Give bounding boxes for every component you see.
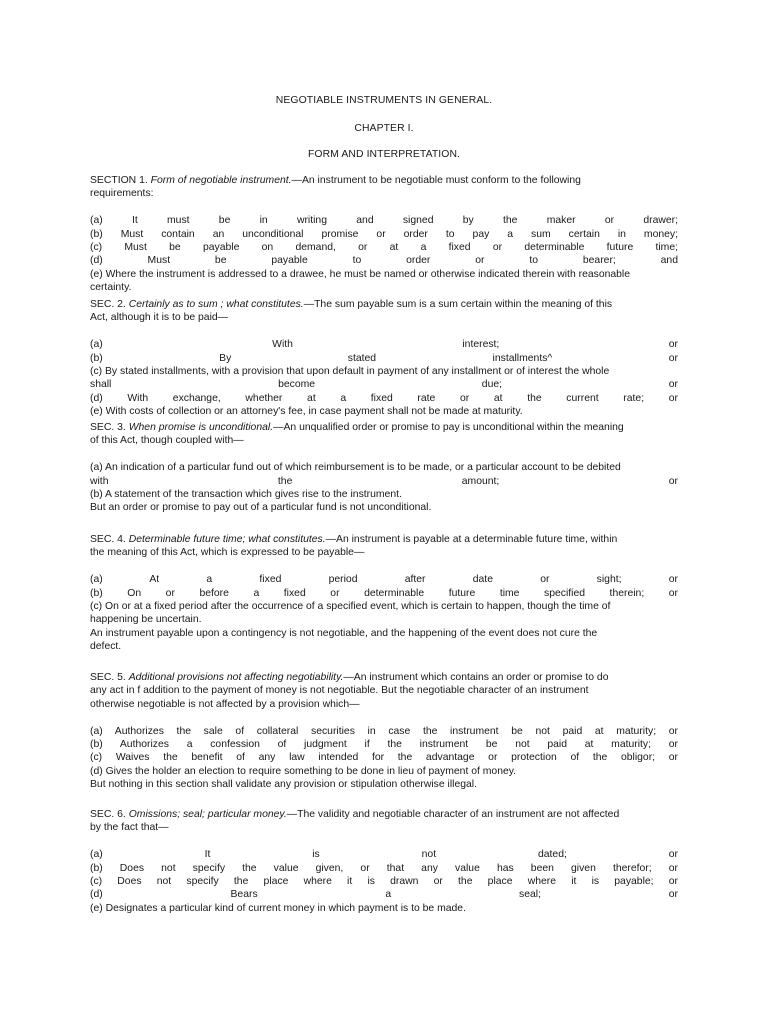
list-item: (c) Waives the benefit of any law intended for the advantage or protection of the obligor; or	[90, 752, 678, 764]
section-closing-continued: defect.	[90, 641, 122, 653]
list-item: (d) Gives the holder an election to require something to be done in lieu of payment of money.	[90, 765, 517, 777]
section-2	[90, 298, 678, 419]
section-body-line: otherwise negotiable is not affected by a provision which—	[90, 698, 360, 710]
section-title: Certainly as to sum ; what constitutes.	[128, 299, 304, 310]
section-body: —An unqualified order or promise to pay is unconditional within the meaning	[273, 422, 624, 433]
list-item: (b) By stated installments^ or	[90, 352, 678, 364]
section-body: —An instrument which contains an order or promise to do	[343, 672, 609, 683]
list-item-continued: happening be uncertain.	[90, 614, 202, 626]
list-item: (b) On or before a fixed or determinable future time specified therein; or	[90, 587, 678, 599]
list-item-continued: certainty.	[90, 282, 132, 294]
section-body: —The sum payable sum is a sum certain within the meaning of this	[303, 299, 613, 310]
list-item: (c) On or at a fixed period after the occurrence of a specified event, which is certain to happen, though the time of	[90, 600, 611, 612]
section-title: Additional provisions not affecting negotiability.	[128, 672, 344, 683]
list-item: (c) By stated installments, with a provision that upon default in payment of any installment or of interest the whole	[90, 365, 610, 377]
section-body-line: any act in f addition to the payment of money is not negotiable. But the negotiable character of an instrument	[90, 685, 589, 697]
list-item: (a) With interest; or	[90, 339, 678, 351]
chapter-heading: CHAPTER I.	[354, 123, 414, 134]
list-item: (a) An indication of a particular fund out of which reimbursement is to be made, or a particular account to be debited	[90, 462, 621, 474]
section-closing: An instrument payable upon a contingency is not negotiable, and the happening of the event does not cure the	[90, 627, 598, 639]
list-item: (e) Designates a particular kind of current money in which payment is to be made.	[90, 902, 466, 914]
section-3	[90, 421, 678, 515]
list-item: (c) Must be payable on demand, or at a fixed or determinable future time;	[90, 241, 678, 253]
list-item: (d) Must be payable to order or to bearer; and	[90, 255, 678, 267]
section-2-intro	[90, 298, 678, 311]
section-6	[90, 808, 678, 915]
section-body-line: of this Act, though coupled with—	[90, 435, 244, 447]
section-1	[90, 174, 678, 295]
list-item: (a) At a fixed period after date or sight; or	[90, 574, 678, 586]
section-5-intro	[90, 671, 678, 684]
section-title: Form of negotiable instrument.	[150, 175, 292, 186]
section-label: SEC. 3.	[90, 422, 129, 433]
section-body-line: Act, although it is to be paid—	[90, 312, 229, 324]
list-item-continued: shall become due; or	[90, 379, 678, 391]
section-body-line: the meaning of this Act, which is expressed to be payable—	[90, 547, 365, 559]
list-item-continued: with the amount; or	[90, 475, 678, 487]
section-3-intro	[90, 421, 678, 434]
section-4	[90, 533, 678, 654]
section-body: —An instrument is payable at a determinable future time, within	[325, 534, 618, 545]
list-item: (b) Authorizes a confession of judgment if the instrument be not paid at maturity; or	[90, 738, 678, 750]
section-label: SECTION 1.	[90, 175, 151, 186]
section-body-line: requirements:	[90, 188, 154, 200]
list-item: (d) With exchange, whether at a fixed rate or at the current rate; or	[90, 392, 678, 404]
section-1-intro	[90, 174, 678, 187]
section-5	[90, 671, 678, 792]
list-item: (a) It is not dated; or	[90, 849, 678, 861]
section-6-intro	[90, 808, 678, 821]
list-item: (c) Does not specify the place where it is drawn or the place where it is payable; or	[90, 875, 678, 887]
section-title: Determinable future time; what constitutes.	[128, 534, 326, 545]
list-item: (b) Must contain an unconditional promise or order to pay a sum certain in money;	[90, 228, 678, 240]
section-title: When promise is unconditional.	[128, 422, 274, 433]
list-item: (a) Authorizes the sale of collateral securities in case the instrument be not paid at maturity; or	[90, 725, 678, 737]
section-body: —The validity and negotiable character of an instrument are not affected	[286, 809, 620, 820]
list-item: (d) Bears a seal; or	[90, 889, 678, 901]
list-item: (a) It must be in writing and signed by the maker or drawer;	[90, 215, 678, 227]
list-item: (b) A statement of the transaction which gives rise to the instrument.	[90, 488, 402, 500]
list-item: (e) With costs of collection or an attorney's fee, in case payment shall not be made at maturity.	[90, 406, 523, 418]
section-label: SEC. 4.	[90, 534, 129, 545]
section-group-heading: FORM AND INTERPRETATION.	[307, 149, 461, 160]
section-label: SEC. 5.	[90, 672, 129, 683]
list-item: (b) Does not specify the value given, or that any value has been given therefor; or	[90, 862, 678, 874]
section-4-intro	[90, 533, 678, 546]
section-body: —An instrument to be negotiable must conform to the following	[291, 175, 581, 186]
document-title: NEGOTIABLE INSTRUMENTS IN GENERAL.	[275, 95, 493, 106]
list-item: (e) Where the instrument is addressed to a drawee, he must be named or otherwise indicated therein with reasonable	[90, 268, 631, 280]
section-closing: But an order or promise to pay out of a particular fund is not unconditional.	[90, 502, 432, 514]
section-label: SEC. 2.	[90, 299, 129, 310]
section-title: Omissions; seal; particular money.	[128, 809, 287, 820]
section-label: SEC. 6.	[90, 809, 129, 820]
section-body-line: by the fact that—	[90, 822, 169, 834]
section-closing: But nothing in this section shall validate any provision or stipulation otherwise illegal.	[90, 779, 477, 791]
